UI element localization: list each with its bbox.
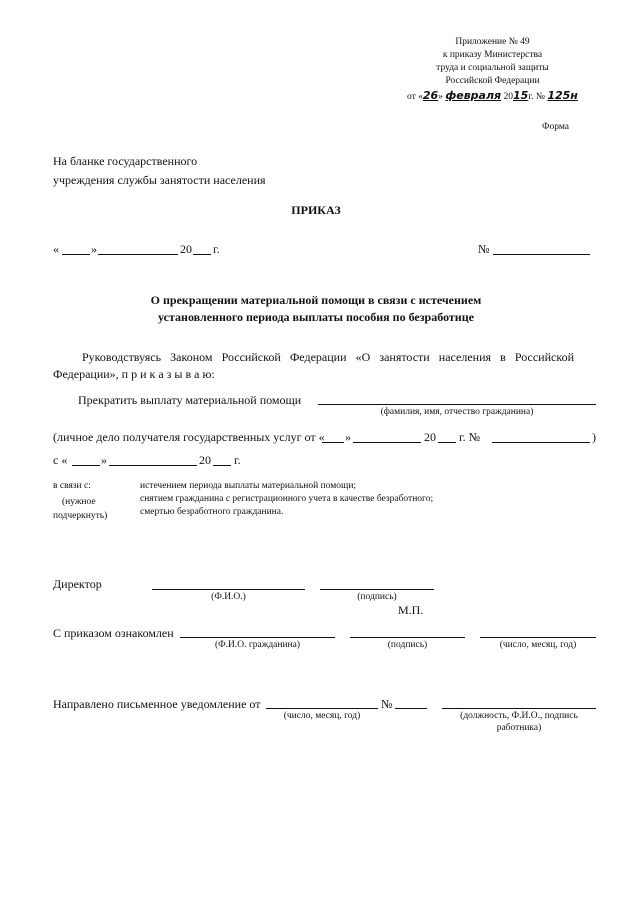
notice-date-field [266,708,378,709]
case-year-field [438,442,456,443]
case-day-field [322,442,344,443]
director-fio-field [152,589,305,590]
guided-line-2: Федерации», п р и к а з ы в а ю: [53,367,215,381]
case-close-quote: » [345,430,351,444]
appendix-date-line [407,89,578,102]
from-close-quote: » [101,453,107,467]
citizen-fio-caption: (фамилия, имя, отчество гражданина) [380,407,534,417]
notice-employee-field [442,708,596,709]
acquainted-label: С приказом ознакомлен [53,626,174,640]
from-year-suffix: г. [234,453,241,467]
from-year-field [213,465,231,466]
order-date-open-quote: « [53,242,59,256]
citizen-signature-field [350,637,465,638]
date-sep: » [438,92,443,102]
date-prefix: от « [407,92,423,102]
order-date-year-prefix: 20 [180,242,192,256]
case-number-field [492,442,590,443]
citizen-date-caption: (число, месяц, год) [499,640,577,650]
notice-position-caption-1: (должность, Ф.И.О., подпись [460,711,578,721]
notice-position-caption-2: работника) [496,723,542,733]
letterhead-line-1: На бланке государственного [53,154,198,168]
notice-number-prefix: № [381,697,393,711]
director-label: Директор [53,577,102,591]
order-number-field [493,254,590,255]
notice-date-caption: (число, месяц, год) [283,711,361,721]
case-close-paren: ) [592,430,596,444]
case-month-field [353,442,421,443]
order-date-month-field [98,254,178,255]
document-title: ПРИКАЗ [291,203,341,217]
date-number: 125н [547,89,578,102]
citizen-signature-caption: (подпись) [387,640,428,650]
appendix-line-3: труда и социальной защиты [436,63,549,73]
date-year-prefix: 20 [503,92,513,102]
letterhead-line-2: учреждения службы занятости населения [53,173,266,187]
case-prefix: (личное дело получателя государственных услуг от « [53,430,325,444]
reason-hint-2: подчеркнуть) [53,511,108,521]
reason-hint-1: (нужное [62,497,96,507]
citizen-date-field [480,637,596,638]
appendix-line-2: к приказу Министерства [442,50,543,60]
case-number-prefix: г. № [459,430,481,444]
date-year: 15 [512,89,529,102]
stop-payment-text: Прекратить выплату материальной помощи [78,393,302,407]
case-year-prefix: 20 [424,430,436,444]
heading-line-1: О прекращении материальной помощи в связи с истечением [150,293,482,307]
from-year-prefix: 20 [199,453,211,467]
citizen-fio-sign-caption: (Ф.И.О. гражданина) [215,640,300,650]
citizen-fio-field [318,404,596,405]
order-date-close-quote: » [91,242,97,256]
form-label: Форма [542,122,570,132]
order-date-day-field [62,254,90,255]
from-prefix: с « [53,453,68,467]
director-fio-caption: (Ф.И.О.) [211,592,246,602]
notice-label: Направлено письменное уведомление от [53,697,261,711]
appendix-line-4: Российской Федерации [445,76,540,86]
heading-line-2: установленного периода выплаты пособия по безработице [158,310,474,324]
reason-label: в связи с: [53,481,91,491]
order-date-year-field [193,254,211,255]
appendix-line-1: Приложение № 49 [455,37,530,47]
date-number-prefix: г. № [528,92,545,102]
reason-option-death[interactable]: смертью безработного гражданина. [140,507,284,517]
director-signature-caption: (подпись) [357,592,397,602]
order-date-year-suffix: г. [213,242,220,256]
date-day: 26 [422,89,439,102]
reason-option-deregistered[interactable]: снятием гражданина с регистрационного учета в качестве безработного; [140,494,434,504]
guided-line-1: Руководствуясь Законом Российской Федерации «О занятости населения в Российской [82,350,574,364]
from-day-field [72,465,100,466]
date-month: февраля [445,89,502,102]
notice-number-field [395,708,427,709]
from-month-field [109,465,197,466]
reason-option-expired[interactable]: истечением периода выплаты материальной помощи; [140,481,357,491]
director-signature-field [320,589,434,590]
order-number-prefix: № [478,242,490,256]
citizen-fio-sign-field [180,637,335,638]
stamp-label: М.П. [398,603,424,617]
